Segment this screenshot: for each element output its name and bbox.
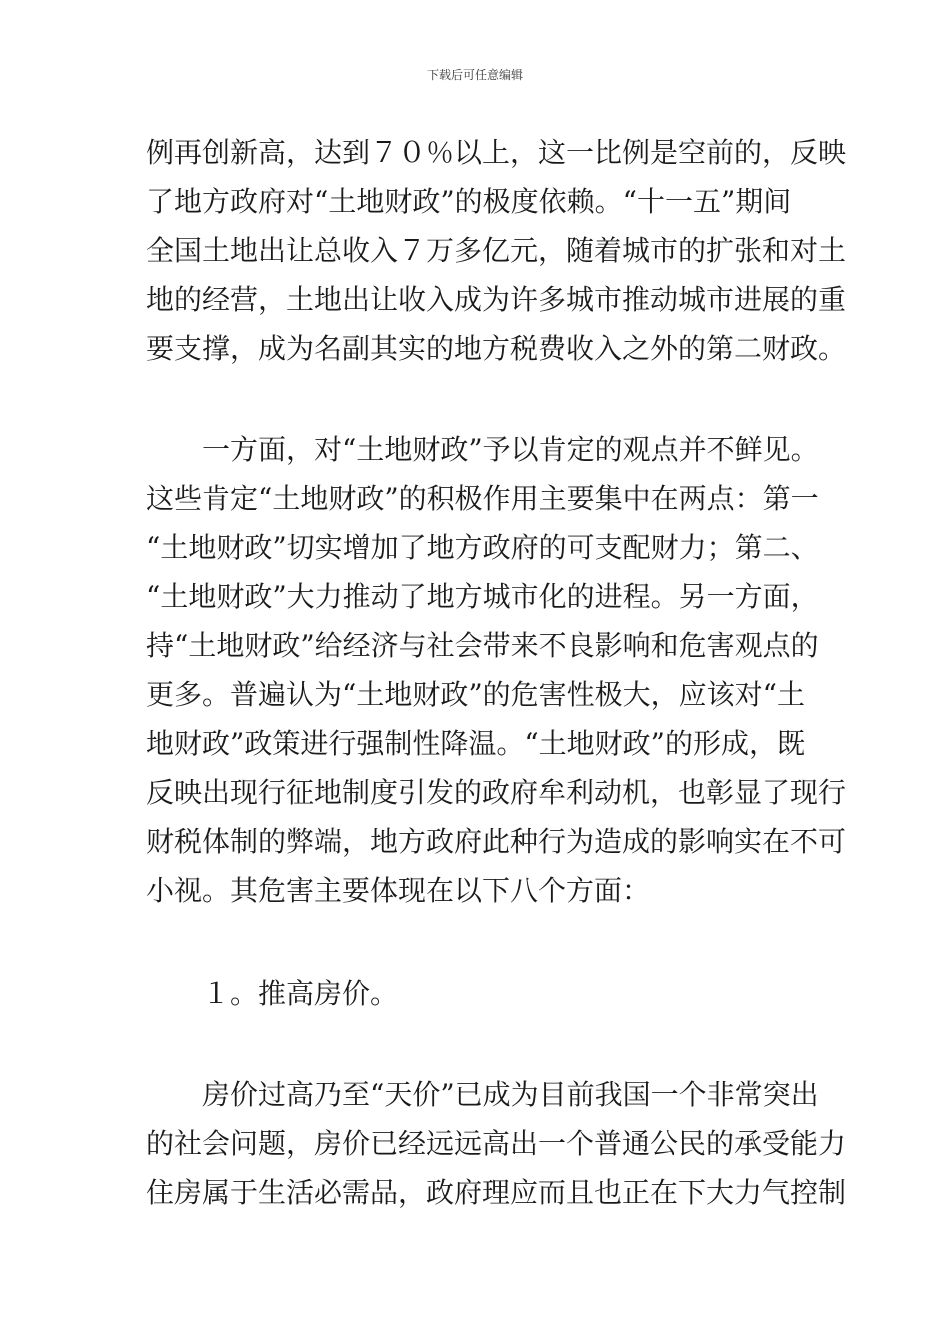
document-body bbox=[146, 128, 847, 1217]
text-line: １。推高房价。 bbox=[146, 977, 399, 1010]
text-line: 要支撑，成为名副其实的地方税费收入之外的第二财政。 bbox=[146, 332, 847, 365]
text-line: 持“土地财政”给经济与社会带来不良影响和危害观点的 bbox=[146, 629, 819, 662]
text-line: 房价过高乃至“天价”已成为目前我国一个非常突出 bbox=[146, 1078, 819, 1111]
text-line: “土地财政”大力推动了地方城市化的进程。另一方面， bbox=[146, 580, 819, 613]
paragraph-spacer bbox=[146, 915, 808, 969]
paragraph-house-prices bbox=[146, 1070, 847, 1217]
text-line: 小视。其危害主要体现在以下八个方面： bbox=[146, 874, 651, 907]
text-line: 了地方政府对“土地财政”的极度依赖。“十一五”期间 bbox=[146, 185, 792, 218]
text-line: 一方面，对“土地财政”予以肯定的观点并不鲜见。 bbox=[146, 433, 819, 466]
page-header: 下载后可任意编辑 bbox=[426, 68, 523, 82]
text-line: 这些肯定“土地财政”的积极作用主要集中在两点：第一 bbox=[146, 482, 819, 515]
section-heading-raise-house-prices bbox=[146, 969, 808, 1018]
paragraph-land-finance-ratio bbox=[146, 128, 847, 373]
text-line: 全国土地出让总收入７万多亿元，随着城市的扩张和对土 bbox=[146, 234, 847, 267]
text-line: 住房属于生活必需品，政府理应而且也正在下大力气控制 bbox=[146, 1176, 847, 1209]
text-line: 例再创新高，达到７０％以上，这一比例是空前的，反映 bbox=[146, 136, 847, 169]
text-line: 反映出现行征地制度引发的政府牟利动机，也彰显了现行 bbox=[146, 776, 847, 809]
text-line: “土地财政”切实增加了地方政府的可支配财力；第二、 bbox=[146, 531, 819, 564]
text-line: 更多。普遍认为“土地财政”的危害性极大，应该对“土 bbox=[146, 678, 805, 711]
text-line: 财税体制的弊端，地方政府此种行为造成的影响实在不可 bbox=[146, 825, 847, 858]
text-line: 的社会问题，房价已经远远高出一个普通公民的承受能力 bbox=[146, 1127, 847, 1160]
text-line: 地的经营，土地出让收入成为许多城市推动城市进展的重 bbox=[146, 283, 847, 316]
paragraph-spacer bbox=[146, 1018, 808, 1070]
paragraph-views-on-land-finance bbox=[146, 425, 847, 915]
paragraph-spacer bbox=[146, 373, 808, 425]
text-line: 地财政”政策进行强制性降温。“土地财政”的形成，既 bbox=[146, 727, 805, 760]
